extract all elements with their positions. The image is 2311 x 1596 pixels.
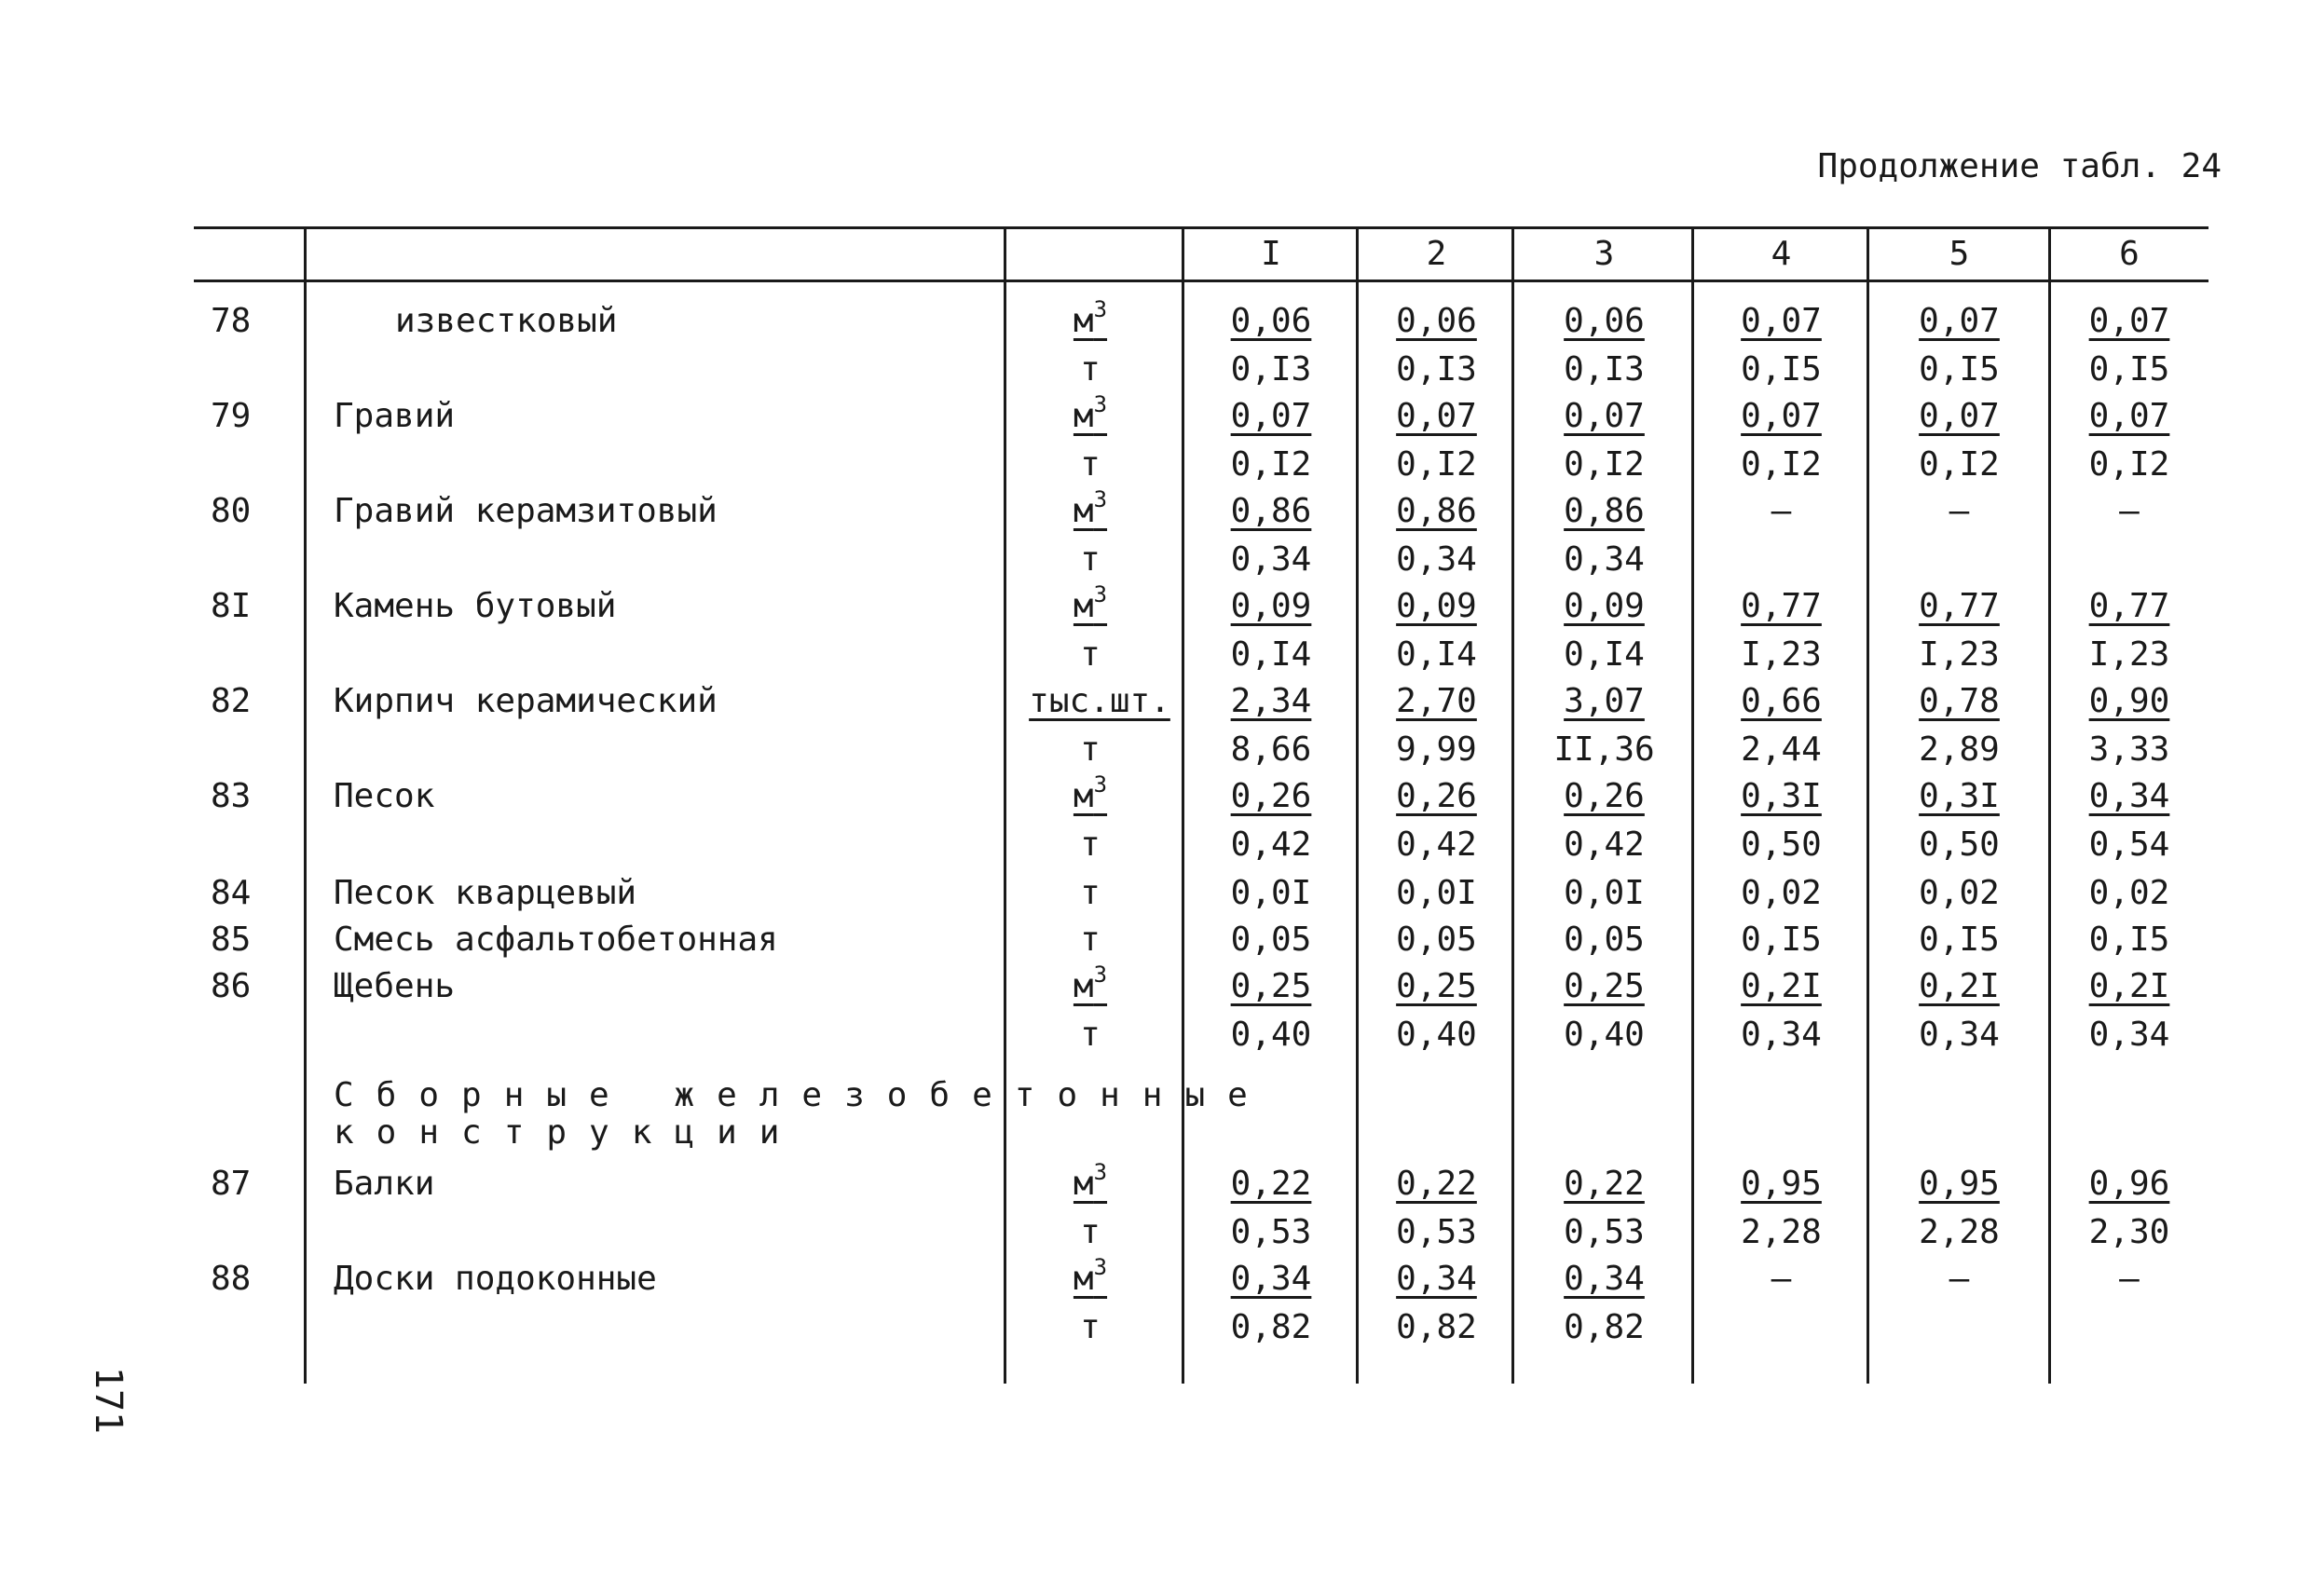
- cell-value: 0,22: [1230, 1165, 1312, 1203]
- cell-value: I,23: [1919, 635, 2000, 674]
- table-cell: [1694, 1161, 1868, 1207]
- cell-value: 0,78: [1919, 682, 2000, 720]
- table-cell: [1868, 393, 2050, 440]
- table-cell: [1868, 678, 2050, 725]
- cell-value: –: [1771, 1260, 1792, 1298]
- cell-value: –: [2119, 1260, 2140, 1298]
- table-cell: [1694, 822, 1868, 868]
- cell-value: 2,28: [1741, 1213, 1822, 1251]
- table-cell: [1359, 773, 1514, 820]
- table-cell: [1514, 488, 1694, 535]
- table-top-rule: [194, 226, 2208, 229]
- table-cell: [1694, 488, 1868, 535]
- table-cell: [2050, 632, 2208, 678]
- cell-value: 0,53: [1230, 1213, 1312, 1251]
- cell-value: 0,82: [1230, 1308, 1312, 1346]
- row-unit: т: [1080, 350, 1101, 389]
- cell-value: 0,2I: [1741, 967, 1822, 1005]
- table-cell: [1514, 1209, 1694, 1256]
- table-cell: [1694, 298, 1868, 345]
- row-unit: т: [1080, 635, 1101, 674]
- table-cell: [1359, 963, 1514, 1010]
- table-cell: [1868, 1161, 2050, 1207]
- cell-value: 0,40: [1230, 1016, 1312, 1054]
- cell-value: 8,66: [1230, 730, 1312, 769]
- table-cell: [1359, 917, 1514, 963]
- table-cell: [1514, 393, 1694, 440]
- table-cell: [1359, 870, 1514, 917]
- cell-value: 0,90: [2088, 682, 2170, 720]
- cell-value: II,36: [1553, 730, 1655, 769]
- cell-value: 0,42: [1564, 825, 1645, 864]
- row-number: 84: [211, 874, 252, 912]
- row-material-name: известковый: [395, 302, 618, 340]
- cell-value: 0,53: [1396, 1213, 1477, 1251]
- cell-value: 0,0I: [1396, 874, 1477, 912]
- cell-value: 0,34: [1396, 540, 1477, 579]
- cell-value: 0,26: [1230, 777, 1312, 815]
- row-unit: т: [1080, 825, 1101, 864]
- row-unit: $м^3$: [1073, 391, 1108, 435]
- row-unit: $м^3$: [1073, 296, 1108, 340]
- cell-value: 0,34: [1564, 1260, 1645, 1298]
- cell-value: 0,34: [2088, 1016, 2170, 1054]
- table-cell: [1868, 298, 2050, 345]
- cell-value: 0,0I: [1230, 874, 1312, 912]
- row-material-name: Песок: [334, 777, 435, 815]
- cell-value: 0,54: [2088, 825, 2170, 864]
- cell-value: –: [1771, 492, 1792, 530]
- cell-value: 0,I5: [1919, 350, 2000, 389]
- row-unit: $м^3$: [1073, 486, 1108, 530]
- table-cell: [1694, 442, 1868, 488]
- table-cell: [1183, 1012, 1359, 1058]
- cell-value: 0,07: [2088, 302, 2170, 340]
- table-cell: [1694, 678, 1868, 725]
- table-cell: [1514, 1256, 1694, 1303]
- cell-value: 0,95: [1741, 1165, 1822, 1203]
- cell-value: 0,I3: [1564, 350, 1645, 389]
- table-cell: [2050, 1012, 2208, 1058]
- cell-value: 2,44: [1741, 730, 1822, 769]
- table-cell: [1694, 773, 1868, 820]
- column-header-6: 6: [2119, 235, 2140, 273]
- cell-value: 0,42: [1230, 825, 1312, 864]
- table-cell: [2050, 1256, 2208, 1303]
- table-cell: [1868, 347, 2050, 393]
- table-cell: [1183, 822, 1359, 868]
- row-number: 8I: [211, 587, 252, 625]
- cell-value: 0,I3: [1396, 350, 1477, 389]
- table-cell: [1359, 298, 1514, 345]
- cell-value: 0,77: [1919, 587, 2000, 625]
- cell-value: 0,07: [1230, 397, 1312, 435]
- cell-value: 0,I2: [1564, 445, 1645, 484]
- row-material-name: Кирпич керамический: [334, 682, 718, 720]
- table-cell: [1183, 1304, 1359, 1351]
- table-cell: [1183, 870, 1359, 917]
- cell-value: 0,3I: [1741, 777, 1822, 815]
- table-cell: [1183, 963, 1359, 1010]
- table-cell: [1868, 488, 2050, 535]
- table-cell: [1359, 1012, 1514, 1058]
- table-cell: [1694, 1012, 1868, 1058]
- table-cell: [1514, 963, 1694, 1010]
- cell-value: 0,95: [1919, 1165, 2000, 1203]
- cell-value: 0,06: [1564, 302, 1645, 340]
- table-cell: [1183, 727, 1359, 773]
- cell-value: 0,34: [1919, 1016, 2000, 1054]
- table-caption: Продолжение табл. 24: [1817, 147, 2222, 185]
- cell-value: 0,02: [2088, 874, 2170, 912]
- table-cell: [1514, 1012, 1694, 1058]
- cell-value: 0,I5: [2088, 350, 2170, 389]
- table-cell: [1359, 583, 1514, 630]
- column-divider-0: [304, 226, 307, 1384]
- table-cell: [1183, 298, 1359, 345]
- row-material-name: Песок кварцевый: [334, 874, 637, 912]
- table-cell: [2050, 870, 2208, 917]
- cell-value: 0,86: [1564, 492, 1645, 530]
- table-cell: [1694, 632, 1868, 678]
- table-cell: [1514, 347, 1694, 393]
- table-cell: [1514, 537, 1694, 583]
- row-material-name: Гравий: [334, 397, 456, 435]
- cell-value: 0,05: [1230, 921, 1312, 959]
- cell-value: 0,I3: [1230, 350, 1312, 389]
- table-cell: [1514, 773, 1694, 820]
- table-cell: [1694, 347, 1868, 393]
- row-number: 79: [211, 397, 252, 435]
- row-unit: т: [1080, 1213, 1101, 1251]
- cell-value: 0,86: [1396, 492, 1477, 530]
- cell-value: 0,I4: [1396, 635, 1477, 674]
- table-cell: [2050, 442, 2208, 488]
- cell-value: 0,05: [1396, 921, 1477, 959]
- table-cell: [1868, 963, 2050, 1010]
- cell-value: 0,86: [1230, 492, 1312, 530]
- table-cell: [1183, 488, 1359, 535]
- table-cell: [1359, 632, 1514, 678]
- table-cell: [1868, 917, 2050, 963]
- column-header-1: I: [1261, 235, 1281, 273]
- cell-value: 0,25: [1230, 967, 1312, 1005]
- table-cell: [1359, 488, 1514, 535]
- page-number: 171: [87, 1366, 130, 1435]
- cell-value: 0,34: [1741, 1016, 1822, 1054]
- table-cell: [1359, 1256, 1514, 1303]
- row-material-name: Доски подоконные: [334, 1260, 657, 1298]
- table-cell: [1359, 1304, 1514, 1351]
- cell-value: 0,66: [1741, 682, 1822, 720]
- table-cell: [1183, 1209, 1359, 1256]
- row-number: 82: [211, 682, 252, 720]
- cell-value: 0,I2: [1230, 445, 1312, 484]
- cell-value: 0,3I: [1919, 777, 2000, 815]
- cell-value: 0,I2: [1741, 445, 1822, 484]
- row-number: 87: [211, 1165, 252, 1203]
- table-cell: [1694, 870, 1868, 917]
- table-cell: [2050, 393, 2208, 440]
- table-cell: [1183, 537, 1359, 583]
- table-cell: [1868, 727, 2050, 773]
- table-cell: [1514, 678, 1694, 725]
- table-cell: [1359, 727, 1514, 773]
- row-unit: $м^3$: [1073, 962, 1108, 1005]
- table-cell: [1183, 442, 1359, 488]
- table-cell: [1694, 583, 1868, 630]
- row-material-name: Камень бутовый: [334, 587, 617, 625]
- table-cell: [1359, 393, 1514, 440]
- table-cell: [1359, 822, 1514, 868]
- cell-value: 2,34: [1230, 682, 1312, 720]
- row-number: 78: [211, 302, 252, 340]
- row-unit: т: [1080, 730, 1101, 769]
- cell-value: 0,40: [1564, 1016, 1645, 1054]
- table-cell: [2050, 963, 2208, 1010]
- table-cell: [1868, 632, 2050, 678]
- table-cell: [1183, 773, 1359, 820]
- table-cell: [1694, 917, 1868, 963]
- table-cell: [1694, 727, 1868, 773]
- row-unit: т: [1080, 445, 1101, 484]
- cell-value: 0,06: [1230, 302, 1312, 340]
- table-cell: [1514, 917, 1694, 963]
- row-unit: тыс.шт.: [1029, 682, 1170, 720]
- cell-value: –: [2119, 492, 2140, 530]
- cell-value: 0,06: [1396, 302, 1477, 340]
- table-cell: [2050, 1161, 2208, 1207]
- cell-value: 0,26: [1564, 777, 1645, 815]
- row-unit: $м^3$: [1073, 771, 1108, 815]
- cell-value: 0,50: [1741, 825, 1822, 864]
- table-cell: [2050, 1209, 2208, 1256]
- cell-value: 0,07: [1564, 397, 1645, 435]
- cell-value: 0,07: [2088, 397, 2170, 435]
- cell-value: 0,96: [2088, 1165, 2170, 1203]
- cell-value: 0,2I: [1919, 967, 2000, 1005]
- table-cell: [1514, 632, 1694, 678]
- table-cell: [1183, 917, 1359, 963]
- row-unit: т: [1080, 921, 1101, 959]
- cell-value: 0,53: [1564, 1213, 1645, 1251]
- table-cell: [2050, 822, 2208, 868]
- table-cell: [1694, 1256, 1868, 1303]
- cell-value: 0,02: [1919, 874, 2000, 912]
- table-cell: [1183, 1256, 1359, 1303]
- column-header-5: 5: [1949, 235, 1970, 273]
- table-cell: [1514, 1304, 1694, 1351]
- table-cell: [1514, 442, 1694, 488]
- cell-value: –: [1949, 492, 1970, 530]
- table-cell: [1694, 963, 1868, 1010]
- cell-value: 0,22: [1396, 1165, 1477, 1203]
- cell-value: 0,07: [1919, 302, 2000, 340]
- cell-value: 2,28: [1919, 1213, 2000, 1251]
- table-cell: [1694, 1209, 1868, 1256]
- cell-value: 0,0I: [1564, 874, 1645, 912]
- table-cell: [1868, 870, 2050, 917]
- row-number: 80: [211, 492, 252, 530]
- table-cell: [1359, 678, 1514, 725]
- cell-value: 0,34: [1396, 1260, 1477, 1298]
- section-heading: [334, 1077, 1270, 1152]
- cell-value: 9,99: [1396, 730, 1477, 769]
- cell-value: –: [1949, 1260, 1970, 1298]
- cell-value: 0,07: [1396, 397, 1477, 435]
- cell-value: 0,34: [2088, 777, 2170, 815]
- table-cell: [1694, 393, 1868, 440]
- row-material-name: Балки: [334, 1165, 435, 1203]
- cell-value: 0,I2: [2088, 445, 2170, 484]
- table-cell: [1183, 393, 1359, 440]
- table-cell: [1868, 442, 2050, 488]
- table-cell: [1359, 537, 1514, 583]
- cell-value: 0,09: [1564, 587, 1645, 625]
- cell-value: 0,I2: [1396, 445, 1477, 484]
- table-cell: [2050, 347, 2208, 393]
- cell-value: 2,89: [1919, 730, 2000, 769]
- row-number: 86: [211, 967, 252, 1005]
- table-cell: [1183, 632, 1359, 678]
- row-material-name: Смесь асфальтобетонная: [334, 921, 778, 959]
- cell-value: 0,I5: [1741, 350, 1822, 389]
- row-unit: $м^3$: [1073, 1254, 1108, 1298]
- column-header-3: 3: [1593, 235, 1615, 273]
- table-cell: [2050, 583, 2208, 630]
- cell-value: 3,07: [1564, 682, 1645, 720]
- table-cell: [1183, 1161, 1359, 1207]
- cell-value: 2,30: [2088, 1213, 2170, 1251]
- cell-value: I,23: [1741, 635, 1822, 674]
- cell-value: 0,I5: [2088, 921, 2170, 959]
- table-cell: [1514, 727, 1694, 773]
- cell-value: 0,82: [1564, 1308, 1645, 1346]
- table-cell: [1359, 1209, 1514, 1256]
- column-divider-1: [1004, 226, 1006, 1384]
- row-unit: т: [1080, 1308, 1101, 1346]
- row-unit: $м^3$: [1073, 1159, 1108, 1203]
- table-cell: [2050, 488, 2208, 535]
- row-material-name: Щебень: [334, 967, 456, 1005]
- table-cell: [1868, 1256, 2050, 1303]
- row-number: 85: [211, 921, 252, 959]
- cell-value: 0,05: [1564, 921, 1645, 959]
- table-cell: [1514, 298, 1694, 345]
- table-cell: [1868, 773, 2050, 820]
- row-number: 83: [211, 777, 252, 815]
- table-cell: [1868, 583, 2050, 630]
- table-cell: [2050, 727, 2208, 773]
- cell-value: 0,07: [1741, 302, 1822, 340]
- row-unit: $м^3$: [1073, 581, 1108, 625]
- cell-value: 0,40: [1396, 1016, 1477, 1054]
- table-cell: [2050, 298, 2208, 345]
- cell-value: 0,25: [1396, 967, 1477, 1005]
- cell-value: 0,I5: [1741, 921, 1822, 959]
- cell-value: 0,I5: [1919, 921, 2000, 959]
- cell-value: 3,33: [2088, 730, 2170, 769]
- column-header-2: 2: [1426, 235, 1447, 273]
- cell-value: 0,07: [1919, 397, 2000, 435]
- cell-value: 0,34: [1564, 540, 1645, 579]
- table-cell: [1514, 1161, 1694, 1207]
- table-cell: [1514, 583, 1694, 630]
- table-cell: [1868, 1209, 2050, 1256]
- table-cell: [1183, 347, 1359, 393]
- cell-value: 0,02: [1741, 874, 1822, 912]
- cell-value: 0,22: [1564, 1165, 1645, 1203]
- row-number: 88: [211, 1260, 252, 1298]
- row-unit: т: [1080, 874, 1101, 912]
- cell-value: 0,25: [1564, 967, 1645, 1005]
- cell-value: 2,70: [1396, 682, 1477, 720]
- cell-value: 0,77: [1741, 587, 1822, 625]
- row-unit: т: [1080, 540, 1101, 579]
- column-header-4: 4: [1771, 235, 1792, 273]
- cell-value: 0,I4: [1564, 635, 1645, 674]
- cell-value: 0,34: [1230, 540, 1312, 579]
- table-cell: [1514, 822, 1694, 868]
- table-cell: [1868, 1012, 2050, 1058]
- table-cell: [1359, 1161, 1514, 1207]
- table-cell: [1183, 678, 1359, 725]
- cell-value: 0,09: [1230, 587, 1312, 625]
- cell-value: 0,77: [2088, 587, 2170, 625]
- row-material-name: Гравий керамзитовый: [334, 492, 718, 530]
- table-cell: [1359, 442, 1514, 488]
- table-cell: [1183, 583, 1359, 630]
- cell-value: 0,34: [1230, 1260, 1312, 1298]
- table-cell: [2050, 678, 2208, 725]
- section-heading-line2: конструкции: [334, 1113, 802, 1152]
- header-bottom-rule: [194, 280, 2208, 282]
- cell-value: 0,I2: [1919, 445, 2000, 484]
- table-cell: [1514, 870, 1694, 917]
- table-cell: [2050, 917, 2208, 963]
- cell-value: 0,50: [1919, 825, 2000, 864]
- cell-value: 0,42: [1396, 825, 1477, 864]
- cell-value: I,23: [2088, 635, 2170, 674]
- row-unit: т: [1080, 1016, 1101, 1054]
- cell-value: 0,07: [1741, 397, 1822, 435]
- cell-value: 0,26: [1396, 777, 1477, 815]
- section-heading-line1: Сборные железобетонные: [334, 1076, 1270, 1114]
- cell-value: 0,82: [1396, 1308, 1477, 1346]
- cell-value: 0,09: [1396, 587, 1477, 625]
- table-cell: [1868, 822, 2050, 868]
- table-cell: [2050, 773, 2208, 820]
- cell-value: 0,2I: [2088, 967, 2170, 1005]
- table-cell: [1359, 347, 1514, 393]
- cell-value: 0,I4: [1230, 635, 1312, 674]
